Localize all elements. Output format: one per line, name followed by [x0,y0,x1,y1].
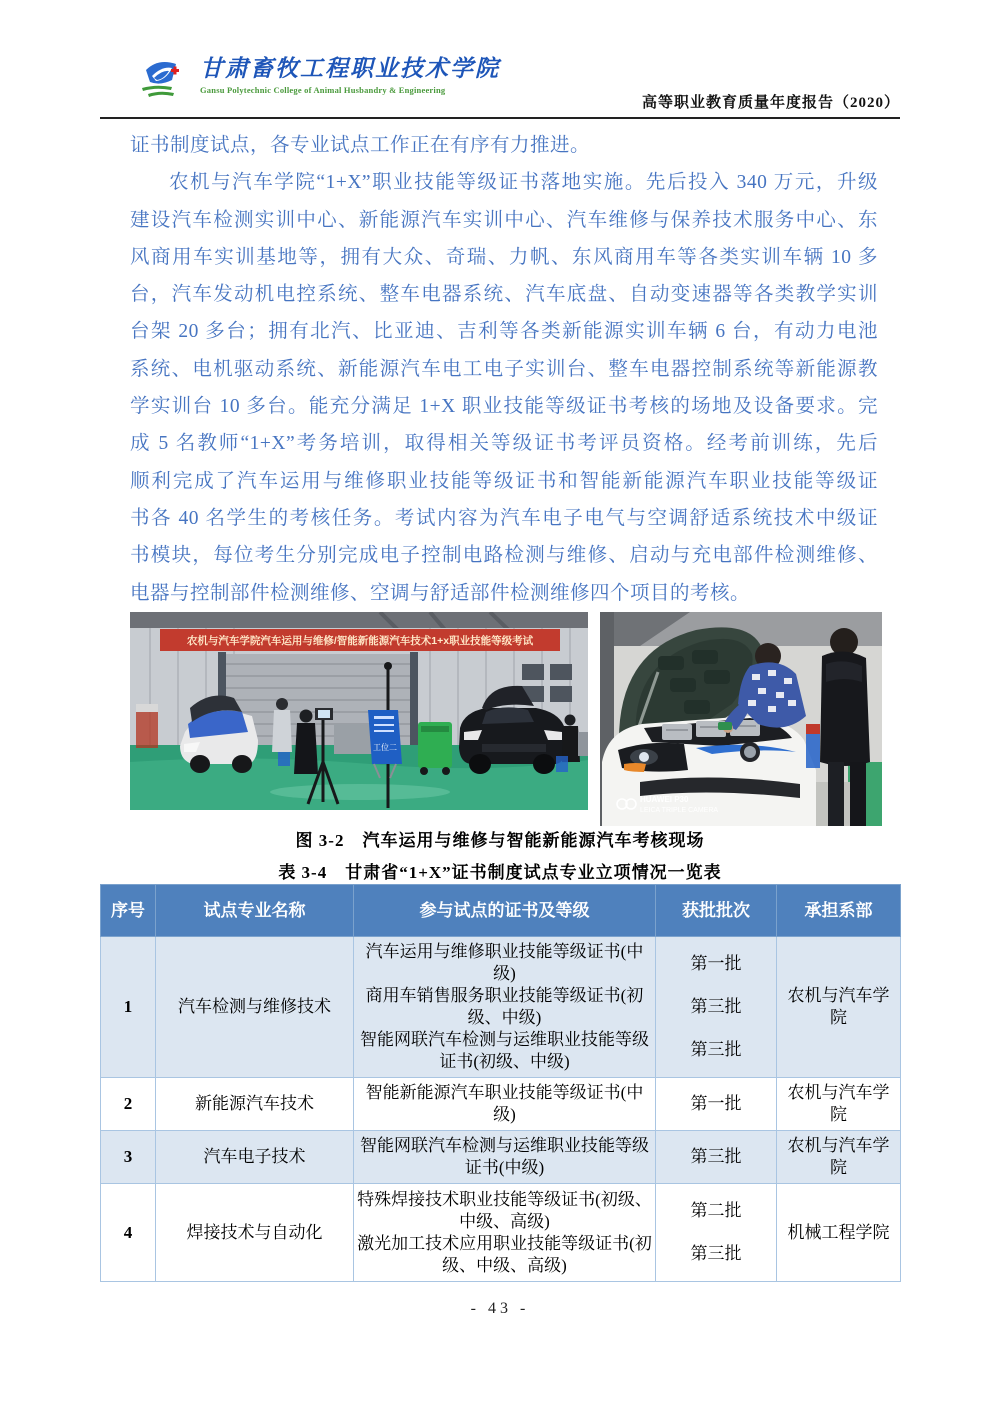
table-caption: 表 3-4 甘肃省“1+X”证书制度试点专业立项情况一览表 [278,863,722,882]
pilot-majors-table [100,884,901,1282]
school-name-block [200,56,500,95]
exam-banner-text: 农机与汽车学院汽车运用与维修/智能新能源汽车技术1+x职业技能等级考试 [186,635,534,647]
row-major: 新能源汽车技术 [156,1078,354,1131]
body-line: 学实训台 10 多台。能充分满足 1+X 职业技能等级证书考核的场地及设备要求。完 [130,396,878,418]
cert-item: 商用车销售服务职业技能等级证书(初级、中级) [365,986,644,1027]
batch-item: 第三批 [690,1244,742,1263]
row-dept: 农机与汽车学院 [777,1078,901,1131]
brand-badge [744,746,756,758]
table-row [101,1184,901,1282]
school-name-cn: 甘肃畜牧工程职业技术学院 [200,56,500,81]
body-line: 系统、电机驱动系统、新能源汽车电工电子实训台、整车电器控制系统等新能源教 [130,358,878,380]
cert-item: 激光加工技术应用职业技能等级证书(初级、中级、高级) [357,1233,652,1275]
turn-signal [624,763,646,772]
body-line: 书模块，每位考生分别完成电子控制电路检测与维修、启动与充电部件检测维修、 [130,545,878,567]
body-text [130,127,878,612]
row-certs [354,1131,656,1184]
row-batches [656,1131,777,1184]
blue-stool [556,756,568,772]
col-header-no: 序号 [101,885,156,937]
door-pillar-right [410,652,418,748]
cert-item: 智能新能源汽车职业技能等级证书(中级) [365,1083,644,1124]
body-line: 台架 20 多台；拥有北汽、比亚迪、吉利等各类新能源实训车辆 6 台，有动力电池 [130,321,878,343]
row-batches [656,1184,777,1282]
school-name-en: Gansu Polytechnic College of Animal Husbandry & Engineering [200,85,446,95]
batch-item: 第二批 [690,1201,742,1220]
row-certs [354,1078,656,1131]
row-certs [354,1184,656,1282]
roof-strip [130,612,588,628]
page-number: - 43 - [470,1300,530,1317]
col-header-certs: 参与试点的证书及等级 [354,885,656,937]
header-rule [100,117,900,119]
school-logo [138,56,500,106]
tester-device [718,722,732,730]
figure-photos [130,612,882,826]
body-line: 顺利完成了汽车运用与维修职业技能等级证书和智能新能源汽车职业技能等级证 [130,470,878,492]
watermark-line2: LEICA TRIPLE CAMERA [640,807,719,814]
body-line: 风商用车实训基地等，拥有大众、奇瑞、力帆、东风商用车等各类实训车辆 10 多 [130,246,878,268]
body-line: 电器与控制部件检测维修、空调与舒适部件检测维修四个项目的考核。 [130,582,751,604]
cert-item: 智能网联汽车检测与运维职业技能等级证书(初级、中级) [360,1030,649,1071]
station-sign-text: 工位二 [373,743,397,752]
row-batches [656,1078,777,1131]
cert-item: 汽车运用与维修职业技能等级证书(中级) [365,942,644,983]
row-dept: 农机与汽车学院 [777,937,901,1078]
row-major: 汽车检测与维修技术 [156,937,354,1078]
col-header-batch: 获批批次 [656,885,777,937]
body-line: 书各 40 名学生的考核任务。考试内容为汽车电子电气与空调舒适系统技术中级证 [130,507,878,529]
col-header-dept: 承担系部 [777,885,901,937]
watermark-line1: HUAWEI P30 [640,795,689,804]
batch-item: 第三批 [690,1147,742,1166]
workshop-exam-photo [130,612,588,810]
table-row [101,1078,901,1131]
table-row [101,1131,901,1184]
page-header [100,56,900,118]
row-no: 4 [101,1184,156,1282]
ev-inspection-photo [600,612,882,826]
row-no: 1 [101,937,156,1078]
row-dept: 机械工程学院 [777,1184,901,1282]
batch-item: 第三批 [690,997,742,1016]
row-no: 2 [101,1078,156,1131]
school-logo-icon [138,56,192,106]
cert-item: 智能网联汽车检测与运维职业技能等级证书(中级) [360,1136,649,1177]
body-line: 台，汽车发动机电控系统、整车电器系统、汽车底盘、自动变速器等各类教学实训 [130,284,878,306]
row-no: 3 [101,1131,156,1184]
body-line: 证书制度试点，各专业试点工作正在有序有力推进。 [130,135,591,156]
batch-item: 第三批 [690,1040,742,1059]
body-line: 建设汽车检测实训中心、新能源汽车实训中心、汽车维修与保养技术服务中心、东 [130,209,878,231]
table-header-row [101,885,901,937]
body-line: 农机与汽车学院“1+X”职业技能等级证书落地实施。先后投入 340 万元，升级 [169,172,878,194]
cert-item: 特殊焊接技术职业技能等级证书(初级、中级、高级) [357,1189,652,1231]
body-line: 成 5 名教师“1+X”考务培训，取得相关等级证书考评员资格。经考前训练，先后 [130,433,878,455]
row-batches [656,937,777,1078]
row-certs [354,937,656,1078]
row-major: 焊接技术与自动化 [156,1184,354,1282]
green-tool-cart [418,722,452,775]
batch-item: 第一批 [690,954,742,973]
logo-green-stroke [142,86,172,91]
row-dept: 农机与汽车学院 [777,1131,901,1184]
col-header-major: 试点专业名称 [156,885,354,937]
report-title: 高等职业教育质量年度报告（2020） [641,95,900,111]
table-row [101,937,901,1078]
red-blue-tool [806,732,820,768]
figure-caption: 图 3-2 汽车运用与维修与智能新能源汽车考核现场 [295,831,705,850]
row-major: 汽车电子技术 [156,1131,354,1184]
batch-item: 第一批 [690,1094,742,1113]
